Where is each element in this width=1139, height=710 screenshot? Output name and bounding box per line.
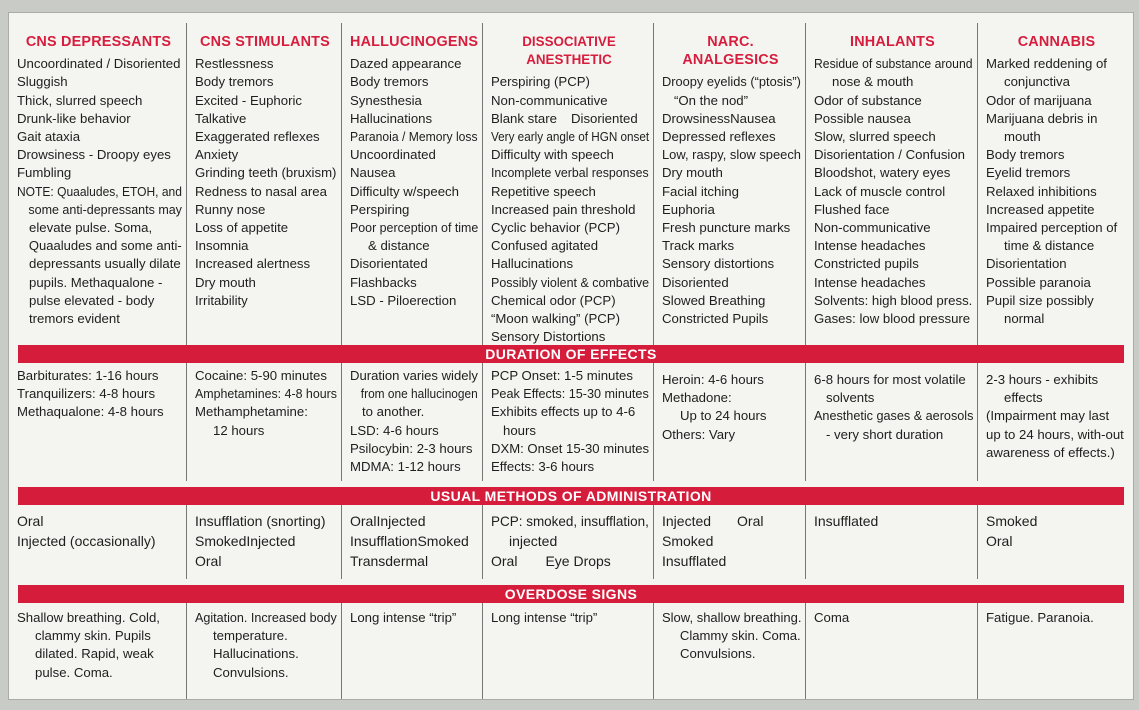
methods-row	[9, 505, 1133, 579]
list-item: Depressed reflexes	[662, 129, 776, 145]
list-item: Possibly violent & combative	[491, 274, 650, 290]
note-line: Quaaludes and some anti-	[28, 238, 182, 254]
list-item: PCP Onset: 1-5 minutes	[491, 368, 633, 383]
list-item: Fresh puncture marks	[662, 220, 791, 236]
list-item: Low, raspy, slow speech	[662, 147, 801, 163]
list-item: Disorientated	[350, 256, 428, 272]
list-item: Hallucinations	[491, 256, 574, 272]
list-item: OralInjected	[350, 513, 426, 529]
list-item: Incomplete verbal responses	[491, 165, 649, 181]
list-item: Coma	[814, 610, 850, 625]
list-item: Perspiring	[350, 201, 410, 217]
list-item: Insomnia	[195, 238, 249, 254]
list-item: Gait ataxia	[17, 129, 81, 145]
column-dissociative-anesthetic	[483, 23, 654, 345]
list-item: Droopy eyelids (“ptosis”)	[662, 74, 801, 90]
list-item: Dry mouth	[662, 165, 723, 181]
signs-list	[17, 55, 180, 328]
list-item: Thick, slurred speech	[17, 92, 143, 108]
list-item: awareness of effects.)	[986, 444, 1115, 460]
duration-band: DURATION OF EFFECTS	[18, 345, 1124, 363]
methods-inhalants	[806, 505, 978, 579]
list-item: “On the nod”	[674, 92, 749, 108]
list-item: Agitation. Increased body	[195, 610, 337, 625]
list-item: (Impairment may last	[986, 408, 1110, 424]
list-item: Intense headaches	[814, 238, 926, 254]
list-item: Hallucinations.	[213, 646, 299, 662]
list-item: Long intense “trip”	[491, 610, 598, 625]
list-item: 12 hours	[213, 422, 265, 438]
list-item: Convulsions.	[680, 646, 756, 662]
list-item: Clammy skin. Coma.	[679, 628, 801, 644]
overdose-inhalants	[806, 603, 978, 699]
signs-list	[814, 55, 971, 328]
column-cns-stimulants	[187, 23, 342, 345]
list-item: conjunctiva	[1004, 74, 1070, 90]
methods-narcotic-analgesics	[654, 505, 806, 579]
list-item: Injected (occasionally)	[17, 533, 156, 549]
list-item: Tranquilizers: 4-8 hours	[17, 386, 156, 402]
list-item: LSD: 4-6 hours	[350, 422, 439, 438]
list-item: Smoked	[662, 533, 714, 549]
methods-cns-stimulants	[187, 505, 342, 579]
list-item: Smoked	[986, 513, 1038, 529]
list-item: Possible nausea	[814, 110, 911, 126]
list-item: Talkative	[195, 110, 247, 126]
overdose-hallucinogens	[342, 603, 483, 699]
list-item: DXM: Onset 15-30 minutes	[491, 440, 650, 456]
list-item: Residue of substance around	[814, 56, 973, 72]
list-item: Poor perception of time	[350, 220, 479, 236]
column-header: INHALANTS	[850, 34, 935, 50]
list-item: SmokedInjected	[195, 533, 296, 549]
list-item: Methamphetamine:	[195, 404, 308, 420]
list-item: Sensory distortions	[662, 256, 775, 272]
list-item: Difficulty w/speech	[350, 183, 459, 199]
list-item: injected	[509, 533, 558, 549]
list-item: Difficulty with speech	[491, 147, 614, 163]
column-header: DISSOCIATIVE ANESTHETIC	[522, 34, 616, 68]
list-item: Body tremors	[195, 74, 274, 90]
signs-list	[986, 55, 1127, 328]
list-item: Constricted pupils	[814, 256, 919, 272]
column-narcotic-analgesics	[654, 23, 806, 345]
list-item: temperature.	[213, 628, 288, 644]
list-item: Intense headaches	[814, 274, 926, 290]
list-item: Flashbacks	[350, 274, 417, 290]
duration-cns-depressants	[9, 363, 187, 481]
list-item: Bloodshot, watery eyes	[814, 165, 951, 181]
list-item: Oral	[195, 553, 222, 569]
note-line: some anti-depressants may	[28, 201, 182, 217]
list-item: Methadone:	[662, 390, 732, 406]
signs-list	[195, 55, 335, 310]
list-item: Peak Effects: 15-30 minutes	[491, 386, 649, 402]
list-item: clammy skin. Pupils	[35, 628, 151, 644]
list-item: Uncoordinated / Disoriented	[17, 56, 181, 72]
note-line: pulse elevated - body	[29, 292, 155, 308]
list-item: Increased alertness	[195, 256, 311, 272]
signs-list	[350, 55, 479, 310]
list-item: Excited - Euphoric	[195, 92, 303, 108]
list-item: from one hallucinogen	[360, 386, 478, 402]
list-item: Oral	[17, 513, 44, 529]
list-item: time & distance	[1004, 238, 1095, 254]
list-item: Uncoordinated	[350, 147, 436, 163]
overdose-cannabis	[978, 603, 1133, 699]
duration-cannabis	[978, 363, 1133, 481]
list-item: dilated. Rapid, weak	[35, 646, 154, 662]
list-item: Confused agitated	[491, 238, 599, 254]
duration-inhalants	[806, 363, 978, 481]
methods-band: USUAL METHODS OF ADMINISTRATION	[18, 487, 1124, 505]
list-item: Possible paranoia	[986, 274, 1091, 290]
list-item: Restlessness	[195, 56, 274, 72]
list-item: & distance	[368, 238, 430, 254]
list-item: Slow, shallow breathing.	[662, 610, 802, 625]
list-item: Oral Eye Drops	[491, 553, 611, 569]
note-line: depressants usually dilate	[29, 256, 181, 272]
list-item: Nausea	[350, 165, 396, 181]
list-item: Hallucinations	[350, 110, 433, 126]
list-item: Cyclic behavior (PCP)	[491, 220, 620, 236]
list-item: Blank stare Disoriented	[491, 110, 638, 126]
list-item: MDMA: 1-12 hours	[350, 459, 461, 475]
list-item: InsufflationSmoked	[350, 533, 469, 549]
list-item: Loss of appetite	[195, 220, 289, 236]
list-item: Track marks	[662, 238, 735, 254]
signs-list	[491, 73, 650, 346]
overdose-dissociative-anesthetic	[483, 603, 654, 699]
duration-dissociative-anesthetic	[483, 363, 654, 481]
list-item: Gases: low blood pressure	[814, 311, 971, 327]
column-header: CANNABIS	[1017, 34, 1096, 50]
list-item: Heroin: 4-6 hours	[662, 372, 764, 387]
methods-cannabis	[978, 505, 1133, 579]
list-item: - very short duration	[826, 426, 944, 442]
note-line: elevate pulse. Soma,	[29, 220, 153, 236]
list-item: Synesthesia	[350, 92, 422, 108]
list-item: Non-communicative	[814, 220, 931, 236]
list-item: Odor of marijuana	[986, 92, 1092, 108]
list-item: Solvents: high blood press.	[814, 292, 973, 308]
list-item: Injected Oral	[662, 513, 764, 529]
column-header: NARC. ANALGESICS	[682, 34, 779, 69]
list-item: Dazed appearance	[350, 56, 462, 72]
list-item: 6-8 hours for most volatile	[814, 372, 966, 387]
list-item: Body tremors	[350, 74, 429, 90]
list-item: Others: Vary	[662, 426, 736, 442]
list-item: Runny nose	[195, 201, 266, 217]
list-item: Psilocybin: 2-3 hours	[350, 440, 473, 456]
list-item: Amphetamines: 4-8 hours	[195, 386, 337, 402]
list-item: Shallow breathing. Cold,	[17, 610, 160, 625]
duration-narcotic-analgesics	[654, 363, 806, 481]
list-item: nose & mouth	[832, 74, 914, 90]
list-item: Euphoria	[662, 201, 715, 217]
drug-symptom-reference-card	[8, 12, 1134, 700]
list-item: solvents	[826, 390, 875, 406]
list-item: normal	[1004, 311, 1045, 327]
list-item: Exhibits effects up to 4-6	[491, 404, 636, 420]
duration-cns-stimulants	[187, 363, 342, 481]
list-item: Marijuana debris in	[986, 110, 1098, 126]
list-item: Convulsions.	[213, 664, 289, 680]
list-item: Odor of substance	[814, 92, 922, 108]
list-item: Eyelid tremors	[986, 165, 1071, 181]
note-line: pupils. Methaqualone -	[29, 274, 163, 290]
list-item: Anxiety	[195, 147, 239, 163]
column-header: CNS STIMULANTS	[200, 34, 330, 50]
list-item: Perspiring (PCP)	[491, 74, 590, 90]
list-item: Sensory Distortions	[491, 329, 606, 345]
list-item: up to 24 hours, with-out	[986, 426, 1124, 442]
overdose-band: OVERDOSE SIGNS	[18, 585, 1124, 603]
column-hallucinogens	[342, 23, 483, 345]
list-item: Irritability	[195, 292, 248, 308]
list-item: Disorientation / Confusion	[814, 147, 966, 163]
list-item: Cocaine: 5-90 minutes	[195, 368, 327, 383]
list-item: mouth	[1004, 129, 1041, 145]
list-item: LSD - Piloerection	[350, 292, 457, 308]
note-line: tremors evident	[29, 311, 120, 327]
list-item: Oral	[986, 533, 1013, 549]
list-item: Insufflated	[814, 513, 879, 529]
signs-list	[662, 73, 799, 328]
list-item: Very early angle of HGN onset	[491, 129, 650, 145]
list-item: Constricted Pupils	[662, 311, 769, 327]
list-item: to another.	[362, 404, 425, 420]
list-item: Marked reddening of	[986, 56, 1107, 72]
list-item: Fatigue. Paranoia.	[986, 610, 1094, 625]
list-item: Relaxed inhibitions	[986, 183, 1097, 199]
column-header: CNS DEPRESSANTS	[25, 34, 172, 50]
list-item: hours	[503, 422, 536, 438]
list-item: Lack of muscle control	[814, 183, 946, 199]
list-item: Effects: 3-6 hours	[491, 459, 595, 475]
list-item: Increased appetite	[986, 201, 1095, 217]
list-item: Facial itching	[662, 183, 739, 199]
duration-hallucinogens	[342, 363, 483, 481]
list-item: Flushed face	[814, 201, 890, 217]
list-item: Barbiturates: 1-16 hours	[17, 368, 159, 383]
overdose-cns-depressants	[9, 603, 187, 699]
list-item: “Moon walking” (PCP)	[491, 311, 620, 327]
list-item: Long intense “trip”	[350, 610, 457, 625]
column-cns-depressants	[9, 23, 187, 345]
signs-row	[9, 23, 1133, 345]
list-item: Transdermal	[350, 553, 429, 569]
list-item: Up to 24 hours	[680, 408, 767, 424]
list-item: Impaired perception of	[986, 220, 1118, 236]
list-item: Slowed Breathing	[662, 292, 766, 308]
overdose-cns-stimulants	[187, 603, 342, 699]
list-item: Insufflated	[662, 553, 727, 569]
list-item: Drowsiness - Droopy eyes	[17, 147, 171, 163]
list-item: Duration varies widely	[350, 368, 478, 383]
column-cannabis	[978, 23, 1133, 345]
list-item: Redness to nasal area	[195, 183, 327, 199]
list-item: PCP: smoked, insufflation,	[491, 513, 649, 529]
list-item: Non-communicative	[491, 92, 608, 108]
list-item: Body tremors	[986, 147, 1065, 163]
list-item: Disorientation	[986, 256, 1067, 272]
list-item: Anesthetic gases & aerosols	[814, 408, 974, 424]
list-item: Sluggish	[17, 74, 68, 90]
overdose-row	[9, 603, 1133, 699]
list-item: Drunk-like behavior	[17, 110, 131, 126]
list-item: Chemical odor (PCP)	[491, 292, 616, 308]
list-item: Paranoia / Memory loss	[350, 129, 478, 145]
column-header: HALLUCINOGENS	[350, 34, 479, 50]
list-item: Methaqualone: 4-8 hours	[17, 404, 164, 420]
list-item: effects	[1004, 390, 1043, 406]
column-inhalants	[806, 23, 978, 345]
list-item: Fumbling	[17, 165, 72, 181]
list-item: Pupil size possibly	[986, 292, 1094, 308]
list-item: Disoriented	[662, 274, 729, 290]
note-line: NOTE: Quaaludes, ETOH, and	[17, 183, 182, 199]
list-item: Repetitive speech	[491, 183, 596, 199]
list-item: pulse. Coma.	[35, 664, 113, 680]
list-item: Dry mouth	[195, 274, 256, 290]
list-item: 2-3 hours - exhibits	[986, 372, 1099, 387]
methods-dissociative-anesthetic	[483, 505, 654, 579]
list-item: Insufflation (snorting)	[195, 513, 326, 529]
list-item: Exaggerated reflexes	[195, 129, 320, 145]
methods-cns-depressants	[9, 505, 187, 579]
duration-row	[9, 363, 1133, 481]
methods-hallucinogens	[342, 505, 483, 579]
list-item: DrowsinessNausea	[662, 110, 776, 126]
overdose-narcotic-analgesics	[654, 603, 806, 699]
list-item: Grinding teeth (bruxism)	[195, 165, 337, 181]
list-item: Increased pain threshold	[491, 201, 636, 217]
list-item: Slow, slurred speech	[814, 129, 936, 145]
